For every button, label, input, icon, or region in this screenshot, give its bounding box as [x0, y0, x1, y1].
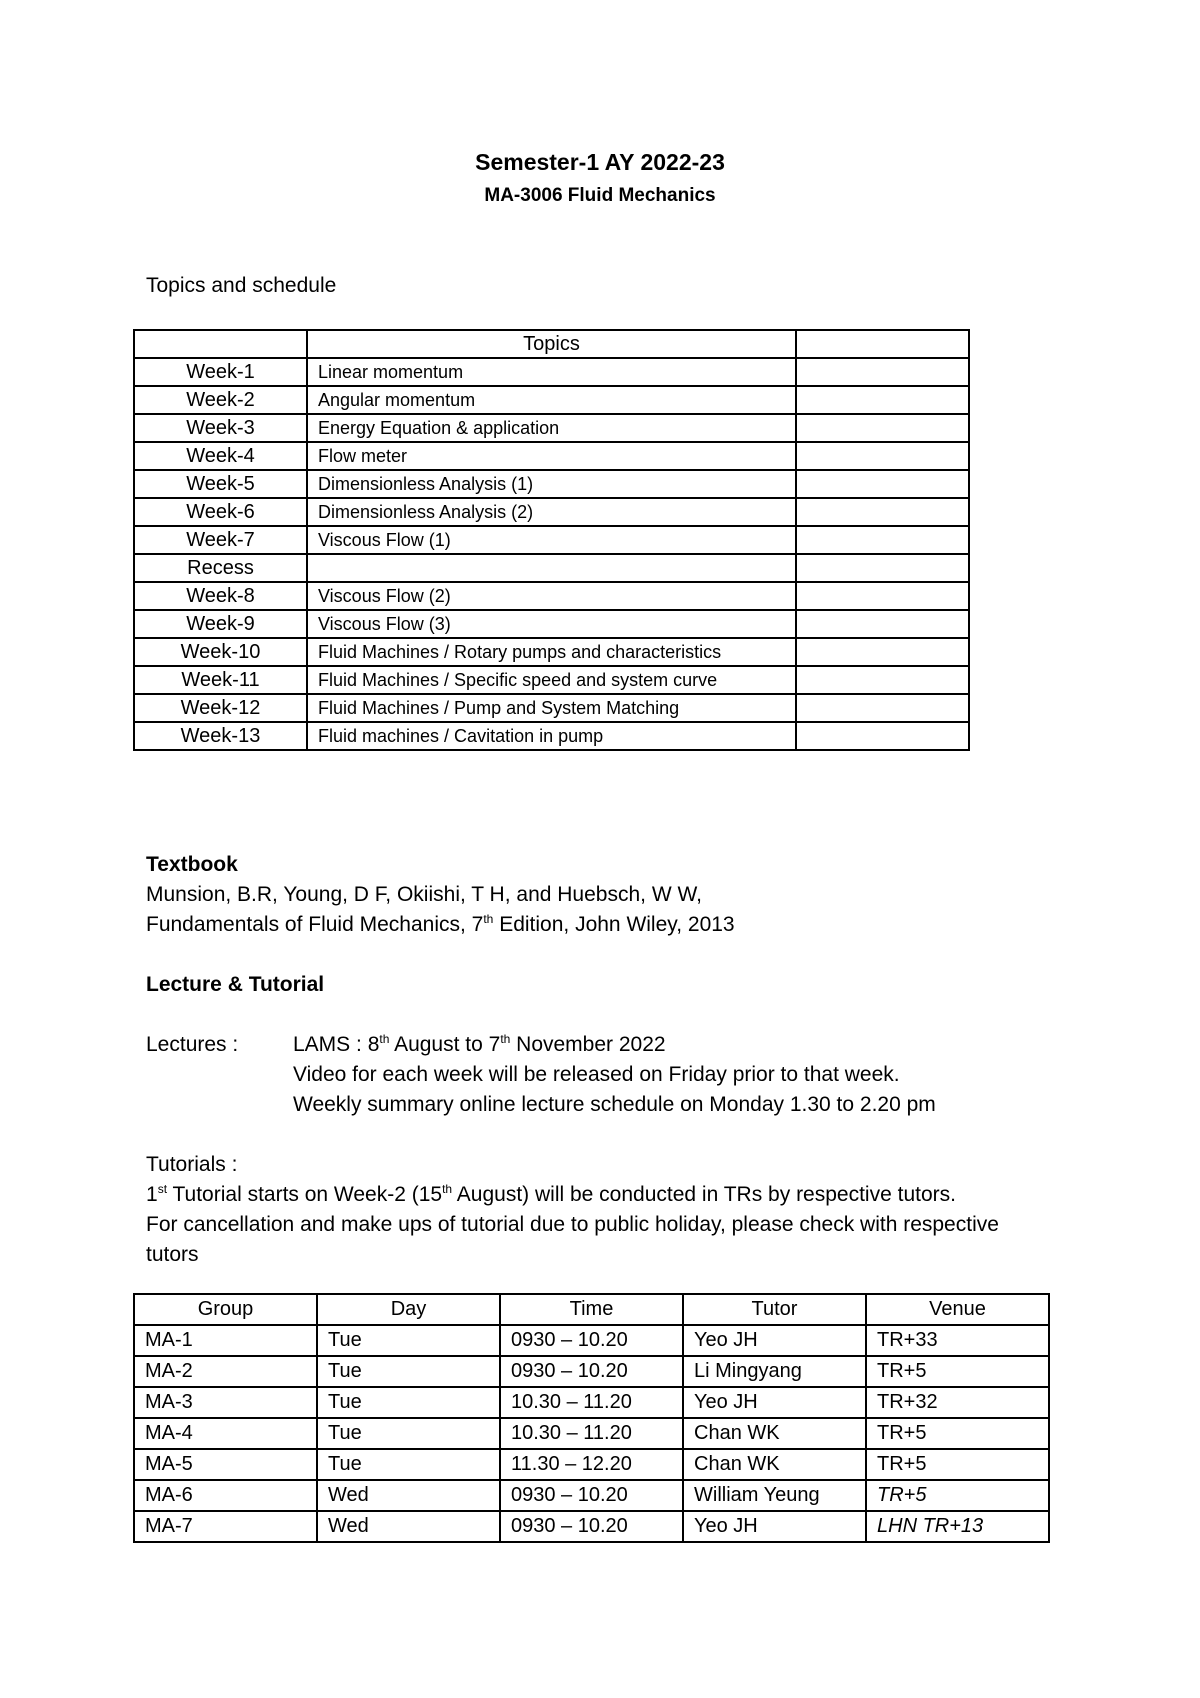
day-cell: Tue	[317, 1356, 500, 1387]
lectures-dates-text-2: August to 7	[389, 1033, 501, 1056]
lectures-video-note: Video for each week will be released on Friday prior to that week.	[293, 1063, 900, 1086]
week-cell: Week-3	[134, 414, 307, 442]
tutorials-label: Tutorials :	[146, 1153, 238, 1176]
day-cell: Tue	[317, 1325, 500, 1356]
week-cell: Week-5	[134, 470, 307, 498]
venue-cell: TR+5	[866, 1449, 1049, 1480]
week-cell: Week-10	[134, 638, 307, 666]
page-title: Semester-1 AY 2022-23	[475, 149, 725, 175]
week-cell: Week-1	[134, 358, 307, 386]
tutor-cell: Yeo JH	[683, 1387, 866, 1418]
table-row	[134, 442, 969, 470]
tutor-cell: Chan WK	[683, 1418, 866, 1449]
table-row	[134, 1356, 1049, 1387]
extra-cell	[796, 694, 969, 722]
week-cell: Week-7	[134, 526, 307, 554]
topic-cell: Fluid Machines / Pump and System Matching	[307, 694, 796, 722]
tutorials-cancellation-note-2: tutors	[146, 1243, 199, 1266]
group-cell: MA-7	[134, 1511, 317, 1542]
topic-cell: Viscous Flow (2)	[307, 582, 796, 610]
topic-cell: Flow meter	[307, 442, 796, 470]
extra-cell	[796, 722, 969, 750]
extra-cell	[796, 498, 969, 526]
textbook-authors: Munsion, B.R, Young, D F, Okiishi, T H, and Huebsch, W W,	[146, 883, 702, 906]
week-cell: Week-8	[134, 582, 307, 610]
tutorials-start-text-2: Tutorial starts on Week-2 (15	[167, 1183, 443, 1206]
group-cell: MA-6	[134, 1480, 317, 1511]
time-cell: 0930 – 10.20	[500, 1325, 683, 1356]
extra-cell	[796, 610, 969, 638]
table-row	[134, 722, 969, 750]
extra-cell	[796, 442, 969, 470]
table-row	[134, 666, 969, 694]
topic-cell	[307, 554, 796, 582]
table-row	[134, 694, 969, 722]
week-cell: Week-2	[134, 386, 307, 414]
superscript: th	[442, 1182, 453, 1196]
extra-cell	[796, 666, 969, 694]
lectures-dates-text: LAMS : 8	[293, 1033, 380, 1056]
day-cell: Tue	[317, 1449, 500, 1480]
tutor-header-cell: Tutor	[683, 1294, 866, 1325]
time-header-cell: Time	[500, 1294, 683, 1325]
time-cell: 0930 – 10.20	[500, 1356, 683, 1387]
extra-cell	[796, 582, 969, 610]
week-cell: Recess	[134, 554, 307, 582]
tutor-cell: Yeo JH	[683, 1325, 866, 1356]
topic-cell: Dimensionless Analysis (2)	[307, 498, 796, 526]
table-row	[134, 358, 969, 386]
lectures-label: Lectures :	[146, 1033, 239, 1056]
day-header-cell: Day	[317, 1294, 500, 1325]
week-cell: Week-4	[134, 442, 307, 470]
extra-header-cell	[796, 330, 969, 358]
tutorials-start-text: 1	[146, 1183, 158, 1206]
extra-cell	[796, 414, 969, 442]
lecture-tutorial-heading: Lecture & Tutorial	[146, 973, 325, 996]
group-cell: MA-2	[134, 1356, 317, 1387]
textbook-title	[146, 910, 735, 940]
venue-header-cell: Venue	[866, 1294, 1049, 1325]
topic-cell: Viscous Flow (1)	[307, 526, 796, 554]
day-cell: Tue	[317, 1387, 500, 1418]
lectures-summary-note: Weekly summary online lecture schedule on Monday 1.30 to 2.20 pm	[293, 1093, 936, 1116]
tutor-cell: Yeo JH	[683, 1511, 866, 1542]
topic-cell: Energy Equation & application	[307, 414, 796, 442]
extra-cell	[796, 526, 969, 554]
table-row	[134, 1387, 1049, 1418]
extra-cell	[796, 470, 969, 498]
group-cell: MA-3	[134, 1387, 317, 1418]
topic-cell: Angular momentum	[307, 386, 796, 414]
textbook-heading: Textbook	[146, 853, 238, 876]
week-header-cell	[134, 330, 307, 358]
table-row	[134, 638, 969, 666]
table-row	[134, 498, 969, 526]
week-cell: Week-9	[134, 610, 307, 638]
table-row	[134, 554, 969, 582]
topic-cell: Linear momentum	[307, 358, 796, 386]
table-row	[134, 1511, 1049, 1542]
table-row	[134, 1418, 1049, 1449]
table-row	[134, 526, 969, 554]
venue-cell: TR+5	[866, 1480, 1049, 1511]
topics-header-cell: Topics	[307, 330, 796, 358]
week-cell: Week-12	[134, 694, 307, 722]
week-cell: Week-11	[134, 666, 307, 694]
week-cell: Week-6	[134, 498, 307, 526]
topics-table	[133, 329, 970, 751]
tutorials-start-text-3: August) will be conducted in TRs by respective tutors.	[452, 1183, 956, 1206]
table-header-row	[134, 330, 969, 358]
time-cell: 11.30 – 12.20	[500, 1449, 683, 1480]
tutorials-start-note	[146, 1180, 956, 1210]
topic-cell: Fluid Machines / Rotary pumps and characteristics	[307, 638, 796, 666]
tutorial-groups-table	[133, 1293, 1050, 1543]
table-row	[134, 610, 969, 638]
group-cell: MA-4	[134, 1418, 317, 1449]
tutor-cell: Chan WK	[683, 1449, 866, 1480]
venue-cell: TR+32	[866, 1387, 1049, 1418]
table-row	[134, 414, 969, 442]
superscript: st	[157, 1182, 168, 1196]
tutorials-cancellation-note: For cancellation and make ups of tutorial due to public holiday, please check with respective	[146, 1213, 999, 1236]
tutor-cell: Li Mingyang	[683, 1356, 866, 1387]
superscript: th	[379, 1032, 390, 1046]
table-row	[134, 1449, 1049, 1480]
group-cell: MA-5	[134, 1449, 317, 1480]
extra-cell	[796, 638, 969, 666]
day-cell: Wed	[317, 1480, 500, 1511]
superscript: th	[500, 1032, 511, 1046]
table-row	[134, 1325, 1049, 1356]
time-cell: 0930 – 10.20	[500, 1511, 683, 1542]
lectures-dates-text-3: November 2022	[510, 1033, 666, 1056]
day-cell: Tue	[317, 1418, 500, 1449]
time-cell: 10.30 – 11.20	[500, 1418, 683, 1449]
table-row	[134, 582, 969, 610]
group-header-cell: Group	[134, 1294, 317, 1325]
venue-cell: TR+5	[866, 1356, 1049, 1387]
tutor-cell: William Yeung	[683, 1480, 866, 1511]
topic-cell: Dimensionless Analysis (1)	[307, 470, 796, 498]
superscript: th	[483, 912, 494, 926]
day-cell: Wed	[317, 1511, 500, 1542]
textbook-title-text-2: Edition, John Wiley, 2013	[493, 913, 735, 936]
time-cell: 10.30 – 11.20	[500, 1387, 683, 1418]
venue-cell: LHN TR+13	[866, 1511, 1049, 1542]
time-cell: 0930 – 10.20	[500, 1480, 683, 1511]
extra-cell	[796, 386, 969, 414]
textbook-title-text: Fundamentals of Fluid Mechanics, 7	[146, 913, 484, 936]
table-header-row	[134, 1294, 1049, 1325]
course-title: MA-3006 Fluid Mechanics	[484, 185, 716, 206]
table-row	[134, 386, 969, 414]
week-cell: Week-13	[134, 722, 307, 750]
extra-cell	[796, 358, 969, 386]
topic-cell: Fluid Machines / Specific speed and system curve	[307, 666, 796, 694]
venue-cell: TR+33	[866, 1325, 1049, 1356]
topics-heading: Topics and schedule	[146, 274, 337, 297]
lectures-dates	[293, 1030, 666, 1060]
table-row	[134, 1480, 1049, 1511]
extra-cell	[796, 554, 969, 582]
topic-cell: Fluid machines / Cavitation in pump	[307, 722, 796, 750]
topic-cell: Viscous Flow (3)	[307, 610, 796, 638]
venue-cell: TR+5	[866, 1418, 1049, 1449]
group-cell: MA-1	[134, 1325, 317, 1356]
table-row	[134, 470, 969, 498]
